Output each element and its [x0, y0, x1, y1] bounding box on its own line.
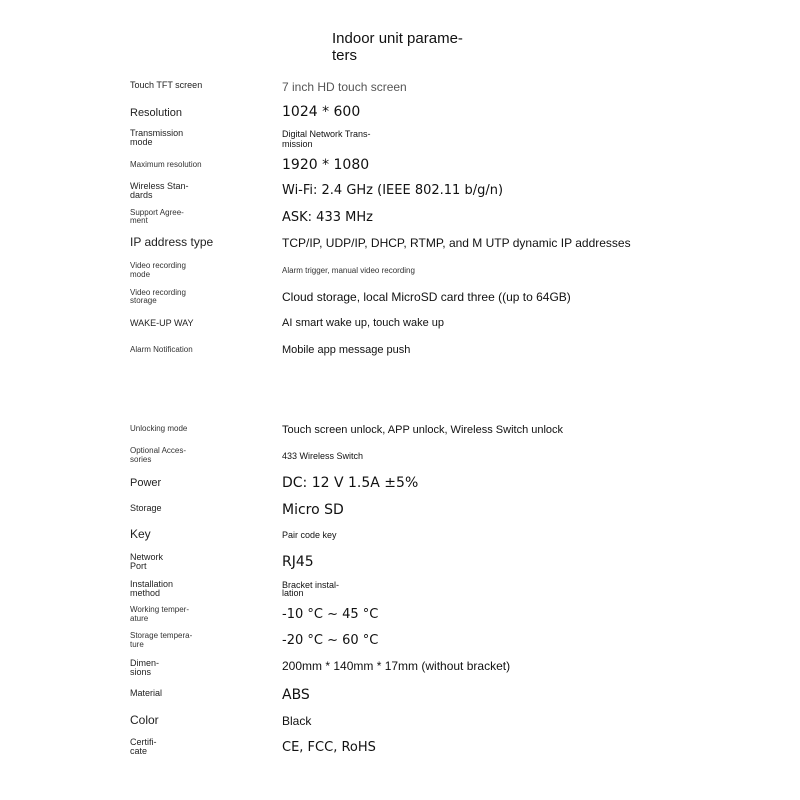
spec-value: Mobile app message push — [282, 344, 411, 356]
spec-label-line-2: Port — [130, 561, 147, 571]
spec-value-line-1: Bracket instal- — [282, 580, 340, 590]
spec-label: IP address type — [130, 235, 214, 249]
spec-label: Power — [130, 477, 162, 489]
spec-value: ABS — [282, 687, 310, 703]
spec-value: Micro SD — [282, 502, 344, 518]
spec-value-line-2: lation — [282, 588, 304, 598]
spec-value: TCP/IP, UDP/IP, DHCP, RTMP, and M UTP dynamic IP addresses — [282, 236, 631, 250]
spec-value: 1920 * 1080 — [282, 157, 370, 173]
spec-label-line-2: ture — [130, 640, 144, 649]
spec-label-line-1: Optional Acces- — [130, 446, 187, 455]
spec-label: Key — [130, 527, 151, 541]
spec-value: CE, FCC, RoHS — [282, 740, 376, 755]
spec-label: Alarm Notification — [130, 345, 193, 354]
spec-label: Storage — [130, 503, 162, 513]
spec-value: -20 °C ~ 60 °C — [282, 633, 379, 648]
spec-label-line-2: storage — [130, 296, 157, 305]
spec-value: Wi-Fi: 2.4 GHz (IEEE 802.11 b/g/n) — [282, 183, 504, 198]
spec-value: 1024 * 600 — [282, 104, 361, 120]
spec-label-line-1: Certifi- — [130, 737, 157, 747]
spec-label: Material — [130, 688, 163, 698]
spec-value: AI smart wake up, touch wake up — [282, 317, 445, 329]
spec-label: Resolution — [130, 107, 182, 119]
spec-value: ASK: 433 MHz — [282, 210, 373, 225]
spec-label-line-1: Dimen- — [130, 658, 160, 668]
spec-label-line-2: sions — [130, 667, 152, 677]
page-title-line-2: ters — [332, 47, 358, 64]
page-title — [332, 30, 472, 64]
spec-value: Cloud storage, local MicroSD card three ((up to 64GB) — [282, 290, 571, 304]
spec-label-line-2: ment — [130, 216, 148, 225]
spec-value: Black — [282, 714, 312, 728]
spec-value-line-2: mission — [282, 139, 313, 149]
spec-label-line-1: Working temper- — [130, 605, 189, 614]
spec-label-line-2: sories — [130, 455, 152, 464]
spec-label-line-2: ature — [130, 614, 149, 623]
spec-label-line-2: method — [130, 588, 161, 598]
spec-value: RJ45 — [282, 554, 314, 570]
spec-label-line-2: cate — [130, 746, 148, 756]
spec-label-line-1: Support Agree- — [130, 208, 184, 217]
spec-label: Touch TFT screen — [130, 80, 203, 90]
spec-label-line-1: Video recording — [130, 288, 186, 297]
spec-label: Unlocking mode — [130, 424, 188, 433]
spec-value: -10 °C ~ 45 °C — [282, 607, 379, 622]
spec-label-line-2: dards — [130, 190, 153, 200]
spec-label-line-2: mode — [130, 270, 151, 279]
spec-label-line-1: Wireless Stan- — [130, 181, 189, 191]
spec-value: Pair code key — [282, 530, 337, 540]
spec-value-line-1: Digital Network Trans- — [282, 129, 371, 139]
spec-label: Color — [130, 713, 159, 727]
page-title-line-1: Indoor unit parame- — [332, 30, 463, 47]
spec-label-line-1: Storage tempera- — [130, 631, 193, 640]
spec-label-line-1: Transmission — [130, 128, 184, 138]
spec-value: Alarm trigger, manual video recording — [282, 266, 415, 275]
spec-value: DC: 12 V 1.5A ±5% — [282, 475, 419, 491]
spec-label-line-2: mode — [130, 137, 153, 147]
spec-value: 433 Wireless Switch — [282, 451, 364, 461]
spec-value: 7 inch HD touch screen — [282, 80, 407, 94]
spec-label-line-1: Network — [130, 552, 164, 562]
spec-label-line-1: Video recording — [130, 261, 186, 270]
spec-label: WAKE-UP WAY — [130, 318, 194, 328]
spec-label: Maximum resolution — [130, 160, 202, 169]
spec-label-line-1: Installation — [130, 579, 174, 589]
spec-value: Touch screen unlock, APP unlock, Wireless Switch unlock — [282, 424, 564, 436]
spec-value: 200mm * 140mm * 17mm (without bracket) — [282, 659, 511, 673]
